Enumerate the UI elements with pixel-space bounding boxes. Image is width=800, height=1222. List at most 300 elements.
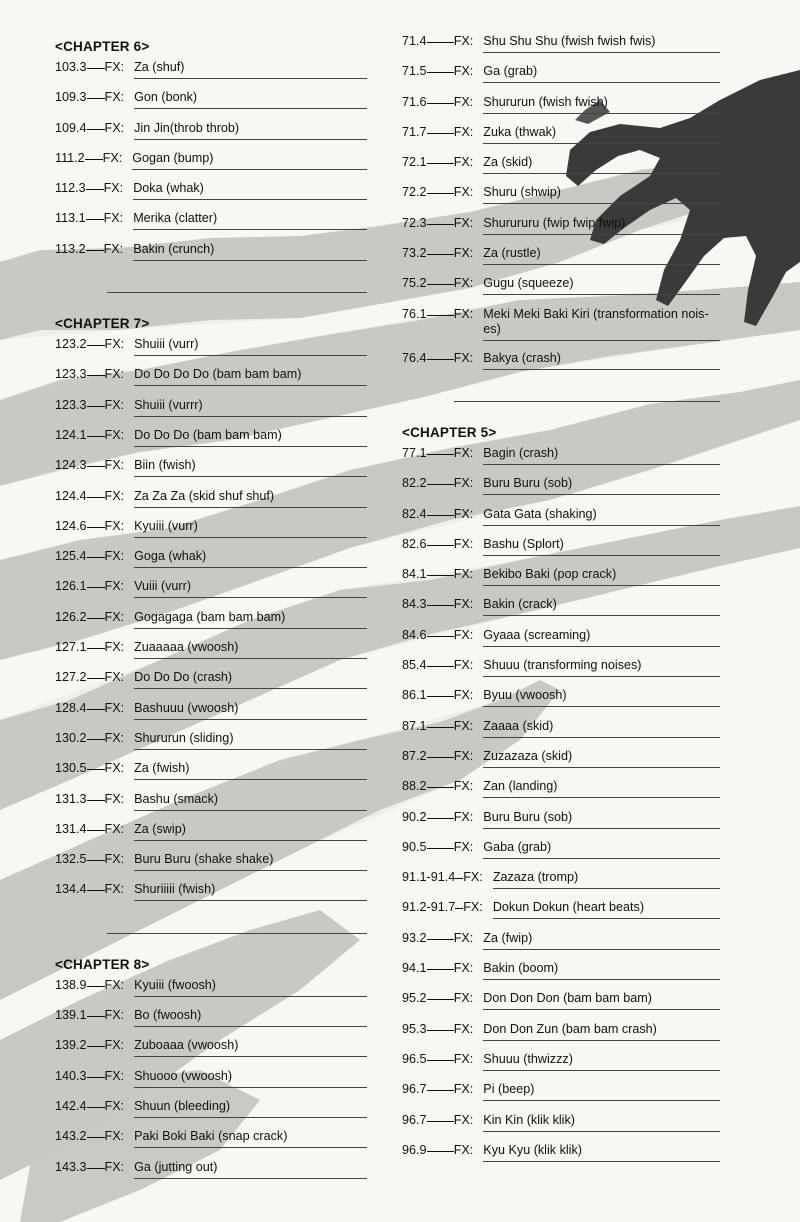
leader-dash — [427, 636, 454, 637]
fx-label: FX: — [104, 1038, 125, 1053]
page-panel-number: 123.2 — [55, 337, 87, 352]
leader-dash — [87, 678, 105, 679]
page-panel-number: 132.5 — [55, 852, 87, 867]
fx-label: FX: — [453, 627, 474, 642]
sound-effect-text: Gugu (squeeze) — [483, 276, 720, 295]
sound-effect-text: Pi (beep) — [483, 1082, 720, 1101]
chapter-heading: <CHAPTER 8> — [55, 956, 150, 972]
sound-effect-text: Gon (bonk) — [134, 90, 367, 109]
fx-entry-row — [402, 537, 720, 567]
sound-effect-text: Buru Buru (sob) — [483, 476, 720, 495]
sound-effect-text: Bakin (crunch) — [133, 242, 367, 261]
fx-entry-row — [55, 121, 367, 151]
fx-entry-row — [55, 519, 367, 549]
fx-entry-row — [55, 1069, 367, 1099]
sound-effect-text: Zuboaaa (vwoosh) — [134, 1038, 367, 1057]
page-panel-number: 95.2 — [402, 991, 427, 1006]
page-panel-number: 96.9 — [402, 1142, 427, 1157]
sound-effect-text: Don Don Don (bam bam bam) — [483, 991, 720, 1010]
page-panel-number: 95.3 — [402, 1021, 427, 1036]
fx-label: FX: — [463, 870, 483, 885]
fx-entry-row — [402, 95, 720, 125]
fx-entry-row — [402, 961, 720, 991]
leader-dash — [427, 848, 454, 849]
sound-effect-text: Bashu (Splort) — [483, 537, 720, 556]
leader-dash — [427, 193, 454, 194]
fx-entry-row — [55, 1129, 367, 1159]
fx-label: FX: — [103, 211, 124, 226]
leader-dash — [87, 527, 105, 528]
fx-entry-row — [402, 779, 720, 809]
fx-entry-row — [402, 155, 720, 185]
page-panel-number: 94.1 — [402, 961, 427, 976]
leader-dash — [427, 545, 454, 546]
sound-effect-text: Merika (clatter) — [133, 211, 367, 230]
page-panel-number: 76.1 — [402, 306, 427, 321]
fx-label: FX: — [453, 536, 474, 551]
fx-label: FX: — [453, 930, 474, 945]
leader-dash — [427, 359, 454, 360]
fx-entry-row — [55, 549, 367, 579]
fx-entry-row — [55, 1160, 367, 1190]
sound-effect-text: Za (rustle) — [483, 246, 720, 265]
page-panel-number: 72.1 — [402, 155, 427, 170]
leader-dash — [86, 250, 104, 251]
page-panel-number: 143.3 — [55, 1159, 87, 1174]
leader-dash — [87, 1137, 105, 1138]
page-panel-number: 127.1 — [55, 640, 87, 655]
fx-entry-row — [55, 978, 367, 1008]
page-panel-number: 124.6 — [55, 518, 87, 533]
sound-effect-text: Kyuiii (vurr) — [134, 519, 367, 538]
leader-dash — [87, 890, 105, 891]
sound-effect-text: Dokun Dokun (heart beats) — [493, 900, 720, 919]
fx-label: FX: — [104, 458, 125, 473]
fx-label: FX: — [104, 90, 125, 105]
page-panel-number: 131.3 — [55, 791, 87, 806]
fx-entry-row — [402, 1113, 720, 1143]
sound-effect-text: Zaaaa (skid) — [483, 719, 720, 738]
leader-dash — [427, 284, 454, 285]
fx-entry-row — [55, 1038, 367, 1068]
leader-dash — [427, 254, 454, 255]
fx-label: FX: — [104, 609, 125, 624]
sound-effect-text: Gaba (grab) — [483, 840, 720, 859]
fx-label: FX: — [104, 549, 125, 564]
section-divider-line — [107, 913, 367, 934]
page-panel-number: 82.2 — [402, 476, 427, 491]
fx-label: FX: — [453, 688, 474, 703]
sound-effect-text: Gogan (bump) — [132, 151, 367, 170]
sound-effect-text: Goga (whak) — [134, 549, 367, 568]
leader-dash — [87, 648, 105, 649]
page-panel-number: 96.5 — [402, 1051, 427, 1066]
sound-effect-text: Bekibo Baki (pop crack) — [483, 567, 720, 586]
sound-effect-text: Vuiii (vurr) — [134, 579, 367, 598]
fx-label: FX: — [453, 718, 474, 733]
fx-label: FX: — [104, 791, 125, 806]
fx-entry-row — [402, 840, 720, 870]
fx-entry-row — [55, 489, 367, 519]
leader-dash — [87, 436, 105, 437]
fx-entry-row — [402, 688, 720, 718]
leader-dash — [87, 800, 105, 801]
leader-dash — [427, 757, 454, 758]
leader-dash — [427, 1121, 454, 1122]
fx-entry-row — [55, 242, 367, 272]
sound-effect-text: Shururun (fwish fwish) — [483, 95, 720, 114]
fx-entry-row — [402, 125, 720, 155]
leader-dash — [87, 98, 105, 99]
fx-label: FX: — [463, 900, 483, 915]
fx-entry-row — [402, 658, 720, 688]
page-panel-number: 71.7 — [402, 124, 427, 139]
fx-label: FX: — [453, 124, 474, 139]
fx-label: FX: — [103, 241, 124, 256]
fx-label: FX: — [104, 337, 125, 352]
sound-effect-text: Meki Meki Baki Kiri (transformation nois-es) — [483, 307, 720, 341]
page-panel-number: 126.2 — [55, 609, 87, 624]
fx-label: FX: — [453, 215, 474, 230]
sound-effect-text: Shururun (sliding) — [134, 731, 367, 750]
sound-effect-text: Bakin (crack) — [483, 597, 720, 616]
page-panel-number: 127.2 — [55, 670, 87, 685]
leader-dash — [87, 68, 105, 69]
page-panel-number: 126.1 — [55, 579, 87, 594]
sound-effect-text: Gogagaga (bam bam bam) — [134, 610, 367, 629]
leader-dash — [87, 129, 105, 130]
fx-entry-row — [402, 749, 720, 779]
fx-entry-row — [402, 628, 720, 658]
page-panel-number: 139.2 — [55, 1038, 87, 1053]
fx-label: FX: — [104, 1068, 125, 1083]
fx-entry-row — [402, 1052, 720, 1082]
sound-effect-text: Za (skid) — [483, 155, 720, 174]
sound-effect-text: Bashuuu (vwoosh) — [134, 701, 367, 720]
fx-label: FX: — [453, 658, 474, 673]
fx-entry-row — [55, 822, 367, 852]
page-panel-number: 103.3 — [55, 60, 87, 74]
fx-entry-row — [55, 1008, 367, 1038]
fx-label: FX: — [104, 1129, 125, 1144]
page-panel-number: 72.2 — [402, 185, 427, 200]
leader-dash — [427, 103, 454, 104]
fx-entry-row — [402, 719, 720, 749]
fx-entry-row — [402, 870, 720, 900]
leader-dash — [87, 587, 105, 588]
sound-effect-text: Shuun (bleeding) — [134, 1099, 367, 1118]
leader-dash — [427, 454, 454, 455]
fx-entry-row — [55, 367, 367, 397]
fx-label: FX: — [453, 809, 474, 824]
fx-label: FX: — [104, 670, 125, 685]
sound-effect-text: Buru Buru (shake shake) — [134, 852, 367, 871]
fx-label: FX: — [453, 1021, 474, 1036]
page-panel-number: 87.2 — [402, 748, 427, 763]
fx-label: FX: — [453, 597, 474, 612]
fx-entry-row — [402, 1022, 720, 1052]
sound-effect-text: Kyu Kyu (klik klik) — [483, 1143, 720, 1162]
fx-label: FX: — [104, 640, 125, 655]
fx-label: FX: — [104, 730, 125, 745]
sound-effect-text: Shurururu (fwip fwip fwip) — [483, 216, 720, 235]
chapter-heading: <CHAPTER 6> — [55, 39, 150, 54]
leader-dash — [87, 1077, 105, 1078]
fx-entry-row — [55, 181, 367, 211]
fx-label: FX: — [453, 1142, 474, 1157]
page-panel-number: 130.5 — [55, 761, 87, 776]
page-panel-number: 91.1-91.4 — [402, 870, 456, 885]
leader-dash — [87, 557, 105, 558]
leader-dash — [427, 315, 454, 316]
leader-dash — [427, 696, 454, 697]
sound-effect-text: Shuriiiii (fwish) — [134, 882, 367, 901]
fx-label: FX: — [453, 1082, 474, 1097]
sound-effect-text: Do Do Do Do (bam bam bam) — [134, 367, 367, 386]
fx-entry-row — [55, 151, 367, 181]
page-panel-number: 87.1 — [402, 718, 427, 733]
fx-label: FX: — [453, 567, 474, 582]
fx-label: FX: — [453, 246, 474, 261]
page-panel-number: 76.4 — [402, 350, 427, 365]
fx-entry-row — [55, 610, 367, 640]
leader-dash — [427, 515, 454, 516]
leader-dash — [87, 345, 105, 346]
section-divider-line — [107, 272, 367, 293]
fx-label: FX: — [102, 150, 123, 165]
page-panel-number: 72.3 — [402, 215, 427, 230]
leader-dash — [87, 1107, 105, 1108]
fx-label: FX: — [104, 1159, 125, 1174]
fx-label: FX: — [453, 185, 474, 200]
fx-entry-row — [402, 900, 720, 930]
sound-effect-text: Shuuu (thwizzz) — [483, 1052, 720, 1071]
fx-label: FX: — [104, 700, 125, 715]
page-panel-number: 130.2 — [55, 730, 87, 745]
page-panel-number: 71.4 — [402, 34, 427, 48]
fx-label: FX: — [104, 60, 125, 74]
fx-label: FX: — [453, 34, 474, 48]
fx-label: FX: — [453, 779, 474, 794]
leader-dash — [87, 739, 105, 740]
fx-label: FX: — [104, 579, 125, 594]
sound-effect-text: Kin Kin (klik klik) — [483, 1113, 720, 1132]
chapter-heading: <CHAPTER 5> — [402, 424, 497, 440]
page-panel-number: 85.4 — [402, 658, 427, 673]
page-panel-number: 71.5 — [402, 64, 427, 79]
leader-dash — [87, 406, 105, 407]
sound-effect-text: Bo (fwoosh) — [134, 1008, 367, 1027]
sound-effect-text: Bakin (boom) — [483, 961, 720, 980]
page-panel-number: 86.1 — [402, 688, 427, 703]
page-panel-number: 90.5 — [402, 839, 427, 854]
fx-entry-row — [55, 640, 367, 670]
page-panel-number: 143.2 — [55, 1129, 87, 1144]
sound-effect-text: Za Za Za (skid shuf shuf) — [134, 489, 367, 508]
fx-label: FX: — [453, 306, 474, 321]
leader-dash — [427, 666, 454, 667]
fx-label: FX: — [104, 1008, 125, 1023]
fx-entry-row — [55, 701, 367, 731]
leader-dash — [87, 466, 105, 467]
leader-dash — [427, 1090, 454, 1091]
leader-dash — [455, 908, 463, 909]
fx-label: FX: — [104, 367, 125, 382]
page-panel-number: 113.1 — [55, 211, 86, 226]
sound-effect-text: Buru Buru (sob) — [483, 810, 720, 829]
fx-label: FX: — [453, 64, 474, 79]
sound-effect-text: Shu Shu Shu (fwish fwish fwis) — [483, 34, 720, 53]
fx-entry-row — [402, 476, 720, 506]
page-panel-number: 77.1 — [402, 445, 427, 460]
leader-dash — [86, 219, 104, 220]
sound-effect-text: Gata Gata (shaking) — [483, 507, 720, 526]
fx-entry-row — [402, 216, 720, 246]
fx-label: FX: — [104, 518, 125, 533]
sound-effect-text: Paki Boki Baki (snap crack) — [134, 1129, 367, 1148]
page-panel-number: 84.6 — [402, 627, 427, 642]
fx-entry-row — [55, 670, 367, 700]
leader-dash — [427, 224, 454, 225]
page-panel-number: 84.3 — [402, 597, 427, 612]
leader-dash — [427, 727, 454, 728]
leader-dash — [87, 830, 105, 831]
page-panel-number: 131.4 — [55, 821, 87, 836]
sound-effect-text: Za (fwip) — [483, 931, 720, 950]
left-column — [55, 34, 367, 1190]
fx-label: FX: — [453, 991, 474, 1006]
page-panel-number: 71.6 — [402, 94, 427, 109]
leader-dash — [427, 484, 454, 485]
page-panel-number: 123.3 — [55, 367, 87, 382]
leader-dash — [86, 189, 104, 190]
sound-effect-text: Don Don Zun (bam bam crash) — [483, 1022, 720, 1041]
sound-effect-text: Jin Jin(throb throb) — [134, 121, 367, 140]
sound-effect-text: Zuzazaza (skid) — [483, 749, 720, 768]
page-panel-number: 90.2 — [402, 809, 427, 824]
fx-entry-row — [402, 810, 720, 840]
page-panel-number: 123.3 — [55, 397, 87, 412]
leader-dash — [87, 497, 105, 498]
sound-effect-text: Bagin (crash) — [483, 446, 720, 465]
fx-entry-row — [55, 1099, 367, 1129]
page-panel-number: 88.2 — [402, 779, 427, 794]
fx-label: FX: — [453, 748, 474, 763]
fx-label: FX: — [453, 445, 474, 460]
page-panel-number: 73.2 — [402, 246, 427, 261]
leader-dash — [427, 163, 454, 164]
sound-effect-text: Kyuiii (fwoosh) — [134, 978, 367, 997]
sound-effect-text: Za (shuf) — [134, 60, 367, 79]
fx-label: FX: — [104, 882, 125, 897]
sound-effect-text: Shuooo (vwoosh) — [134, 1069, 367, 1088]
fx-label: FX: — [453, 1112, 474, 1127]
leader-dash — [455, 878, 463, 879]
fx-label: FX: — [453, 155, 474, 170]
fx-entry-row — [402, 991, 720, 1021]
fx-entry-row — [55, 882, 367, 912]
leader-dash — [427, 939, 454, 940]
page-panel-number: 139.1 — [55, 1008, 87, 1023]
sound-effect-text: Byuu (vwoosh) — [483, 688, 720, 707]
fx-entry-row — [55, 428, 367, 458]
fx-entry-row — [402, 307, 720, 351]
sound-effect-text: Shuiii (vurr) — [134, 337, 367, 356]
sound-effect-text: Zazaza (tromp) — [493, 870, 720, 889]
fx-label: FX: — [104, 488, 125, 503]
chapter-heading: <CHAPTER 7> — [55, 316, 150, 332]
sound-effect-text: Do Do Do (crash) — [134, 670, 367, 689]
leader-dash — [427, 1060, 454, 1061]
fx-entry-row — [55, 211, 367, 241]
leader-dash — [427, 999, 454, 1000]
fx-entry-row — [55, 731, 367, 761]
page-panel-number: 124.4 — [55, 488, 87, 503]
leader-dash — [427, 1151, 454, 1152]
leader-dash — [427, 969, 454, 970]
page-panel-number: 109.3 — [55, 90, 87, 105]
sound-effect-text: Shuru (shwip) — [483, 185, 720, 204]
fx-entry-row — [402, 34, 720, 64]
fx-label: FX: — [453, 1051, 474, 1066]
fx-label: FX: — [104, 977, 125, 992]
fx-entry-row — [402, 567, 720, 597]
section-divider-line — [454, 381, 720, 402]
page-panel-number: 128.4 — [55, 700, 87, 715]
leader-dash — [87, 375, 105, 376]
fx-label: FX: — [104, 761, 125, 776]
fx-entry-row — [402, 276, 720, 306]
fx-entry-row — [55, 852, 367, 882]
fx-entry-row — [402, 446, 720, 476]
leader-dash — [427, 575, 454, 576]
leader-dash — [427, 605, 454, 606]
fx-label: FX: — [104, 120, 125, 135]
fx-label: FX: — [453, 94, 474, 109]
fx-label: FX: — [453, 506, 474, 521]
leader-dash — [87, 618, 105, 619]
leader-dash — [87, 709, 105, 710]
fx-entry-row — [55, 90, 367, 120]
fx-entry-row — [55, 761, 367, 791]
leader-dash — [87, 769, 105, 770]
fx-entry-row — [402, 64, 720, 94]
leader-dash — [427, 42, 454, 43]
fx-entry-row — [55, 337, 367, 367]
page-panel-number: 82.4 — [402, 506, 427, 521]
fx-label: FX: — [104, 397, 125, 412]
fx-entry-row — [402, 597, 720, 627]
page-panel-number: 82.6 — [402, 536, 427, 551]
fx-entry-row — [402, 351, 720, 381]
fx-entry-row — [402, 185, 720, 215]
leader-dash — [85, 159, 103, 160]
page-panel-number: 111.2 — [55, 150, 85, 165]
sound-effect-text: Do Do Do (bam bam bam) — [134, 428, 367, 447]
page-panel-number: 124.1 — [55, 427, 87, 442]
right-column — [402, 34, 720, 1173]
fx-entry-row — [402, 1082, 720, 1112]
page-panel-number: 84.1 — [402, 567, 427, 582]
sound-effect-text: Ga (grab) — [483, 64, 720, 83]
page-panel-number: 91.2-91.7 — [402, 900, 456, 915]
page-panel-number: 140.3 — [55, 1068, 87, 1083]
page-panel-number: 93.2 — [402, 930, 427, 945]
fx-label: FX: — [104, 852, 125, 867]
fx-entry-row — [55, 60, 367, 90]
fx-entry-row — [402, 507, 720, 537]
leader-dash — [87, 986, 105, 987]
